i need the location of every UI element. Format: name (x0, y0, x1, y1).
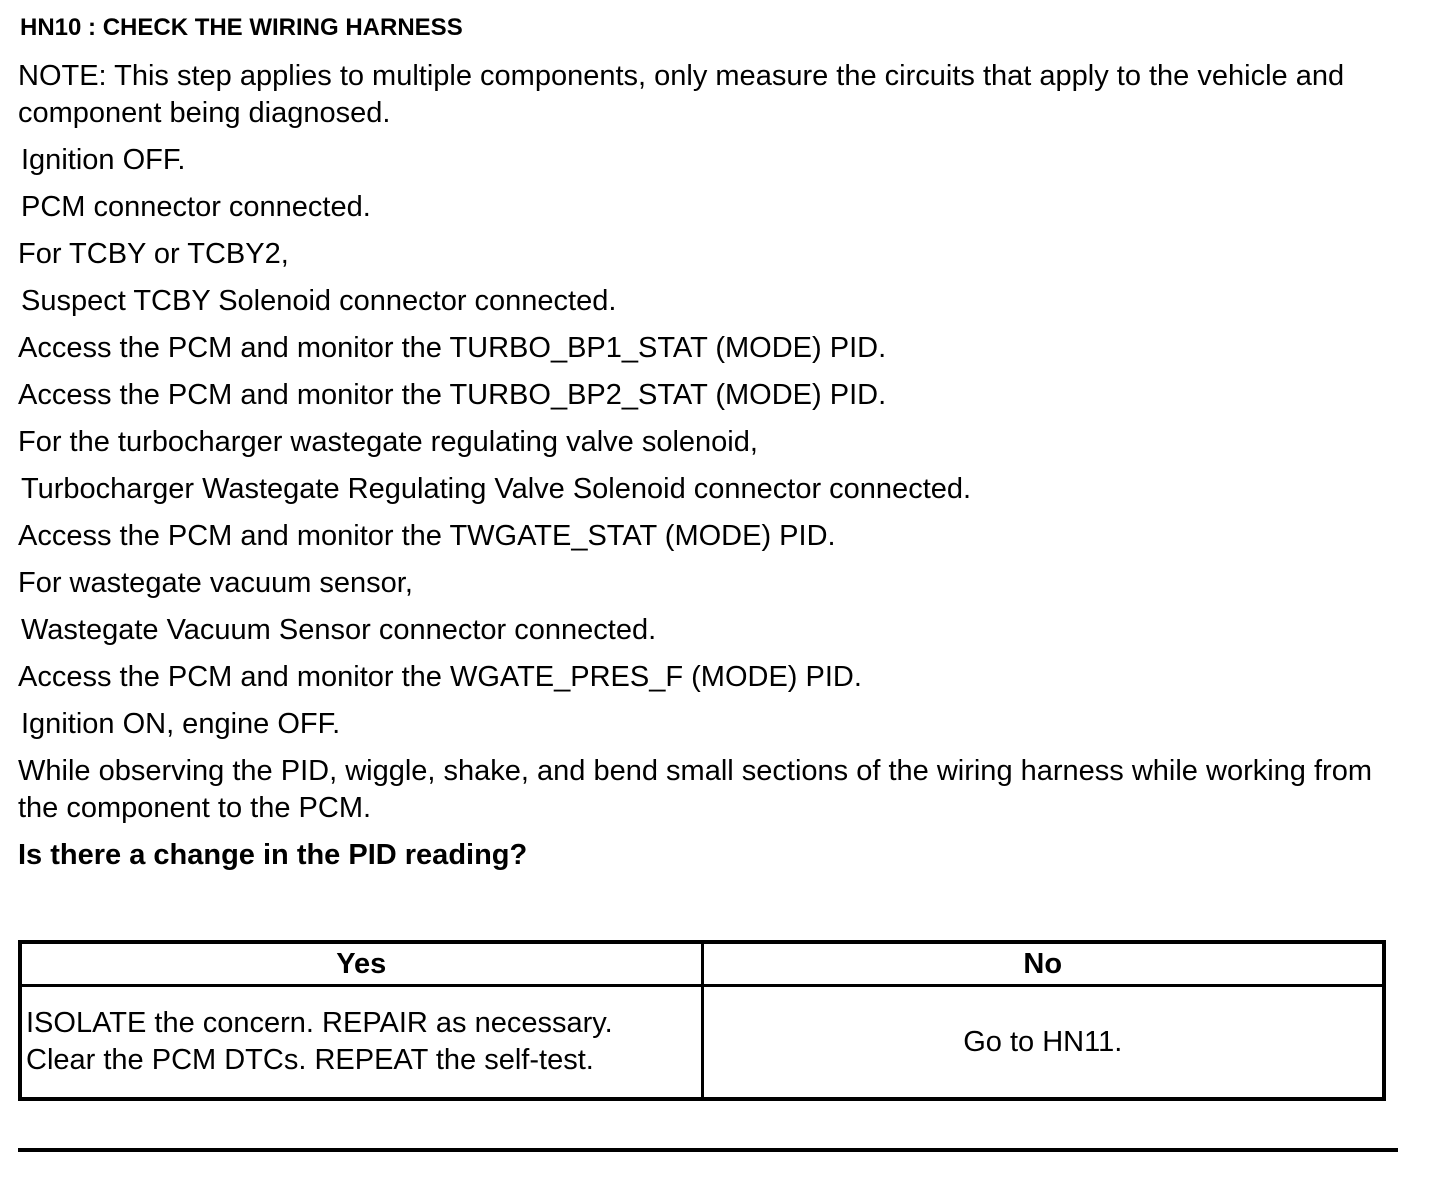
step-line: Wastegate Vacuum Sensor connector connected. (21, 614, 657, 646)
yes-no-table (18, 940, 1386, 1101)
step-line: Access the PCM and monitor the WGATE_PRES_F (MODE) PID. (18, 661, 862, 693)
step-question: Is there a change in the PID reading? (18, 839, 528, 871)
no-action-cell: Go to HN11. (702, 986, 1384, 1100)
step-line: Suspect TCBY Solenoid connector connected. (21, 285, 617, 317)
step-line: For wastegate vacuum sensor, (18, 567, 413, 599)
bottom-divider (18, 1148, 1398, 1152)
yes-action-cell (20, 986, 702, 1100)
step-line: Ignition ON, engine OFF. (21, 708, 341, 740)
document-page (18, 12, 1408, 874)
yes-header: Yes (20, 942, 702, 986)
step-line: PCM connector connected. (21, 191, 371, 223)
yes-action-line: ISOLATE the concern. REPAIR as necessary. (26, 1007, 613, 1039)
step-line: For the turbocharger wastegate regulating valve solenoid, (18, 426, 758, 458)
step-line: While observing the PID, wiggle, shake, and bend small sections of the wiring harness while working from the component to the PCM. (18, 755, 1372, 824)
table-row (20, 986, 1384, 1100)
step-line: Turbocharger Wastegate Regulating Valve Solenoid connector connected. (21, 473, 972, 505)
step-note: NOTE: This step applies to multiple components, only measure the circuits that apply to the vehicle and component being diagnosed. (18, 60, 1345, 129)
step-line: Access the PCM and monitor the TURBO_BP1_STAT (MODE) PID. (18, 332, 887, 364)
no-header: No (702, 942, 1384, 986)
step-heading: HN10 : CHECK THE WIRING HARNESS (20, 14, 463, 41)
step-line: Ignition OFF. (21, 144, 186, 176)
step-line: For TCBY or TCBY2, (18, 238, 289, 270)
step-line: Access the PCM and monitor the TURBO_BP2_STAT (MODE) PID. (18, 379, 887, 411)
yes-action-line: Clear the PCM DTCs. REPEAT the self-test. (26, 1044, 594, 1076)
table-header-row (20, 942, 1384, 986)
step-line: Access the PCM and monitor the TWGATE_STAT (MODE) PID. (18, 520, 836, 552)
